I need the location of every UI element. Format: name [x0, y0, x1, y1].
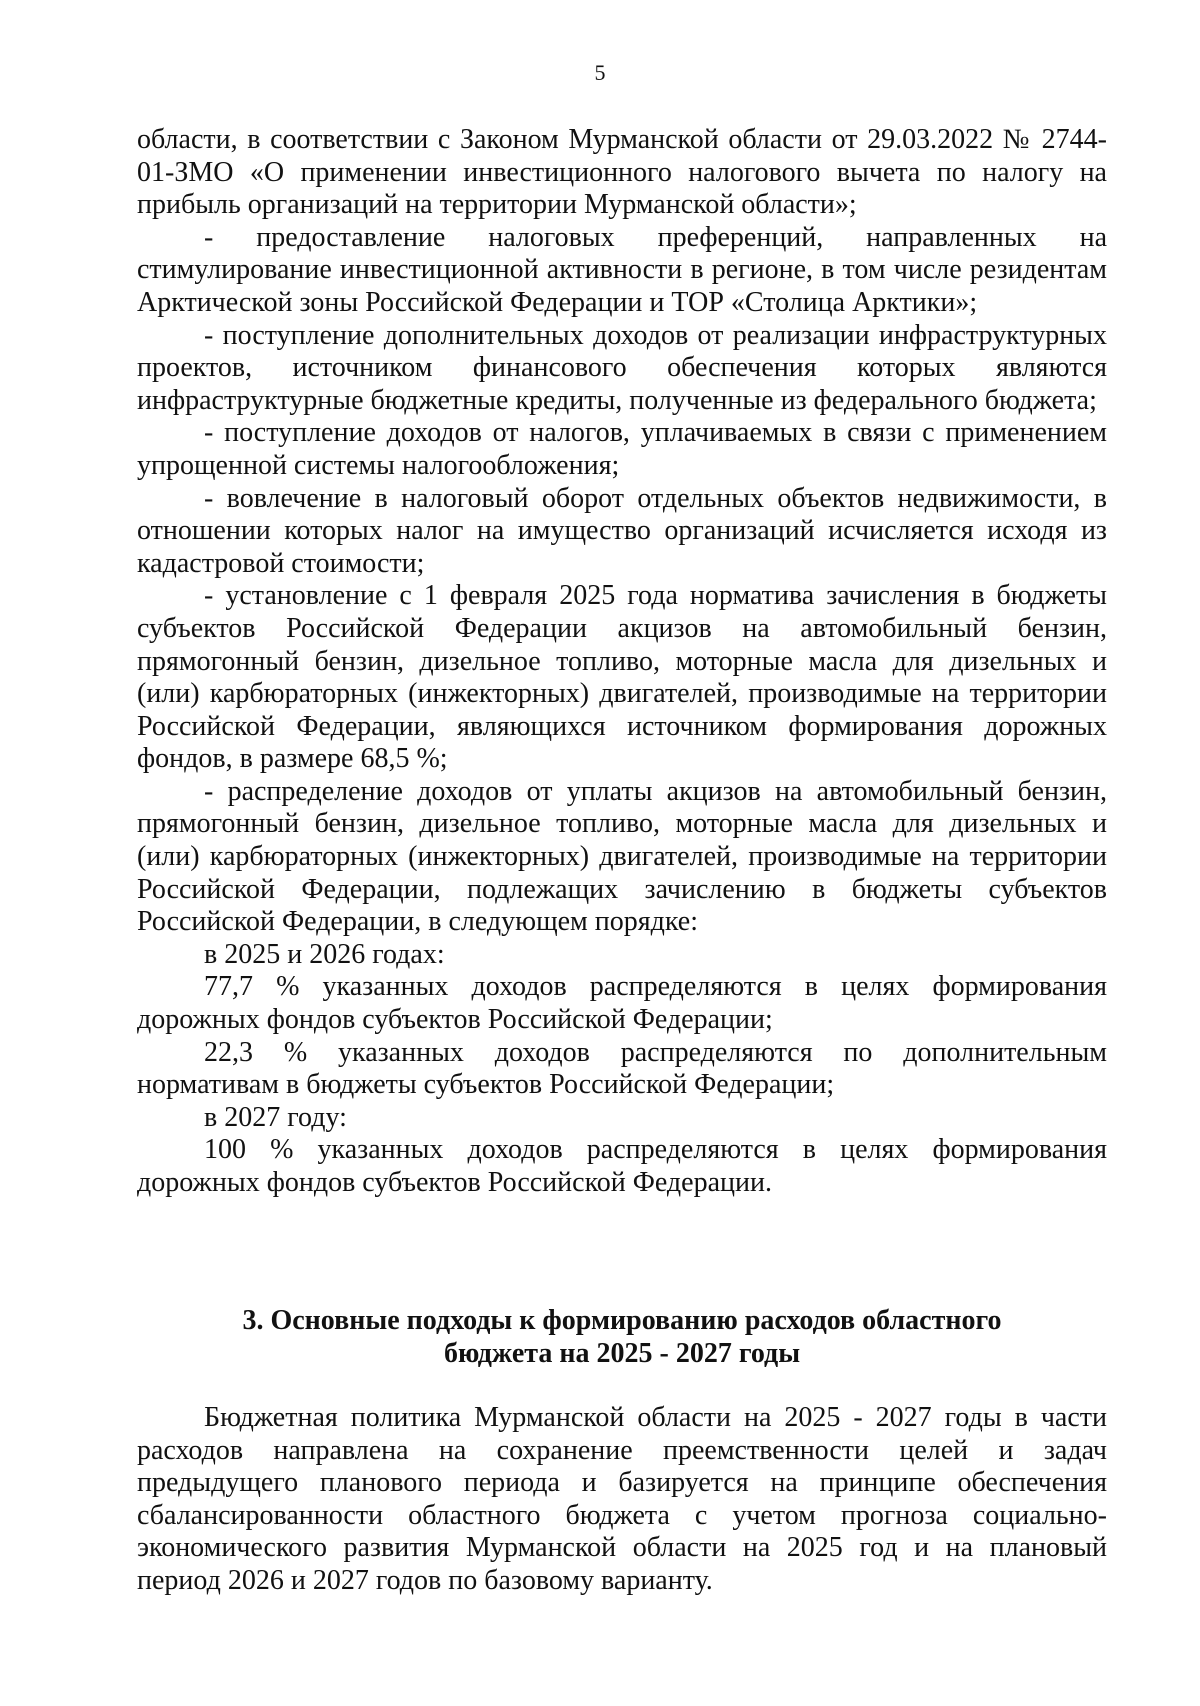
paragraph-year-2027: в 2027 году: — [204, 1101, 347, 1133]
list-item-tax-preferences: - предоставление налоговых преференций, направленных на стимулирование инвестиционной активности в регионе, в том числе резидентам Арктической зоны Российской Федерации и ТОР «Столица Арктики»; — [137, 221, 1107, 318]
page-number: 5 — [594, 60, 606, 85]
paragraph-years-2025-2026: в 2025 и 2026 годах: — [204, 938, 445, 970]
section-heading — [137, 1304, 1107, 1370]
list-item-infrastructure-income: - поступление дополнительных доходов от реализации инфраструктурных проектов, источником финансового обеспечения которых являются инфраструктурные бюджетные кредиты, полученные из федерального бюджета; — [137, 319, 1107, 416]
section-body — [137, 1402, 1107, 1598]
list-item-excise-distribution: - распределение доходов от уплаты акцизов на автомобильный бензин, прямогонный бензин, дизельное топливо, моторные масла для дизельных и (или) карбюраторных (инжекторных) двигателей, производимые на территории Российской Федерации, подлежащих зачислению в бюджеты субъектов Российской Федерации, в следующем порядке: — [137, 775, 1107, 938]
paragraph-budget-policy: Бюджетная политика Мурманской области на 2025 - 2027 годы в части расходов направлена на сохранение преемственности целей и задач предыдущего планового периода и базируется на принципе обеспечения сбалансированности областного бюджета с учетом прогноза социально-экономического развития Мурманской области на 2025 год и на плановый период 2026 и 2027 годов по базовому варианту. — [137, 1402, 1107, 1596]
list-item-real-estate-tax: - вовлечение в налоговый оборот отдельных объектов недвижимости, в отношении которых налог на имущество организаций исчисляется исходя из кадастровой стоимости; — [137, 482, 1107, 579]
list-item-excise-standard: - установление с 1 февраля 2025 года норматива зачисления в бюджеты субъектов Российской Федерации акцизов на автомобильный бензин, прямогонный бензин, дизельное топливо, моторные масла для дизельных и (или) карбюраторных (инжекторных) двигателей, производимые на территории Российской Федерации, являющихся источником формирования дорожных фондов, в размере 68,5 %; — [137, 580, 1107, 775]
paragraph-share-22-3: 22,3 % указанных доходов распределяются по дополнительным нормативам в бюджеты субъектов Российской Федерации; — [137, 1036, 1107, 1101]
document-body — [137, 124, 1107, 1200]
paragraph-continuation: области, в соответствии с Законом Мурманской области от 29.03.2022 № 2744-01-ЗМО «О применении инвестиционного налогового вычета по налогу на прибыль организаций на территории Мурманской области»; — [137, 124, 1107, 221]
paragraph-share-77-7: 77,7 % указанных доходов распределяются в целях формирования дорожных фондов субъектов Российской Федерации; — [137, 971, 1107, 1036]
list-item-simplified-tax-income: - поступление доходов от налогов, уплачиваемых в связи с применением упрощенной системы налогообложения; — [137, 417, 1107, 481]
section-heading-line-2: бюджета на 2025 - 2027 годы — [443, 1338, 801, 1369]
paragraph-share-100: 100 % указанных доходов распределяются в целях формирования дорожных фондов субъектов Российской Федерации. — [137, 1134, 1107, 1198]
section-heading-line-1: 3. Основные подходы к формированию расходов областного — [242, 1305, 1002, 1336]
